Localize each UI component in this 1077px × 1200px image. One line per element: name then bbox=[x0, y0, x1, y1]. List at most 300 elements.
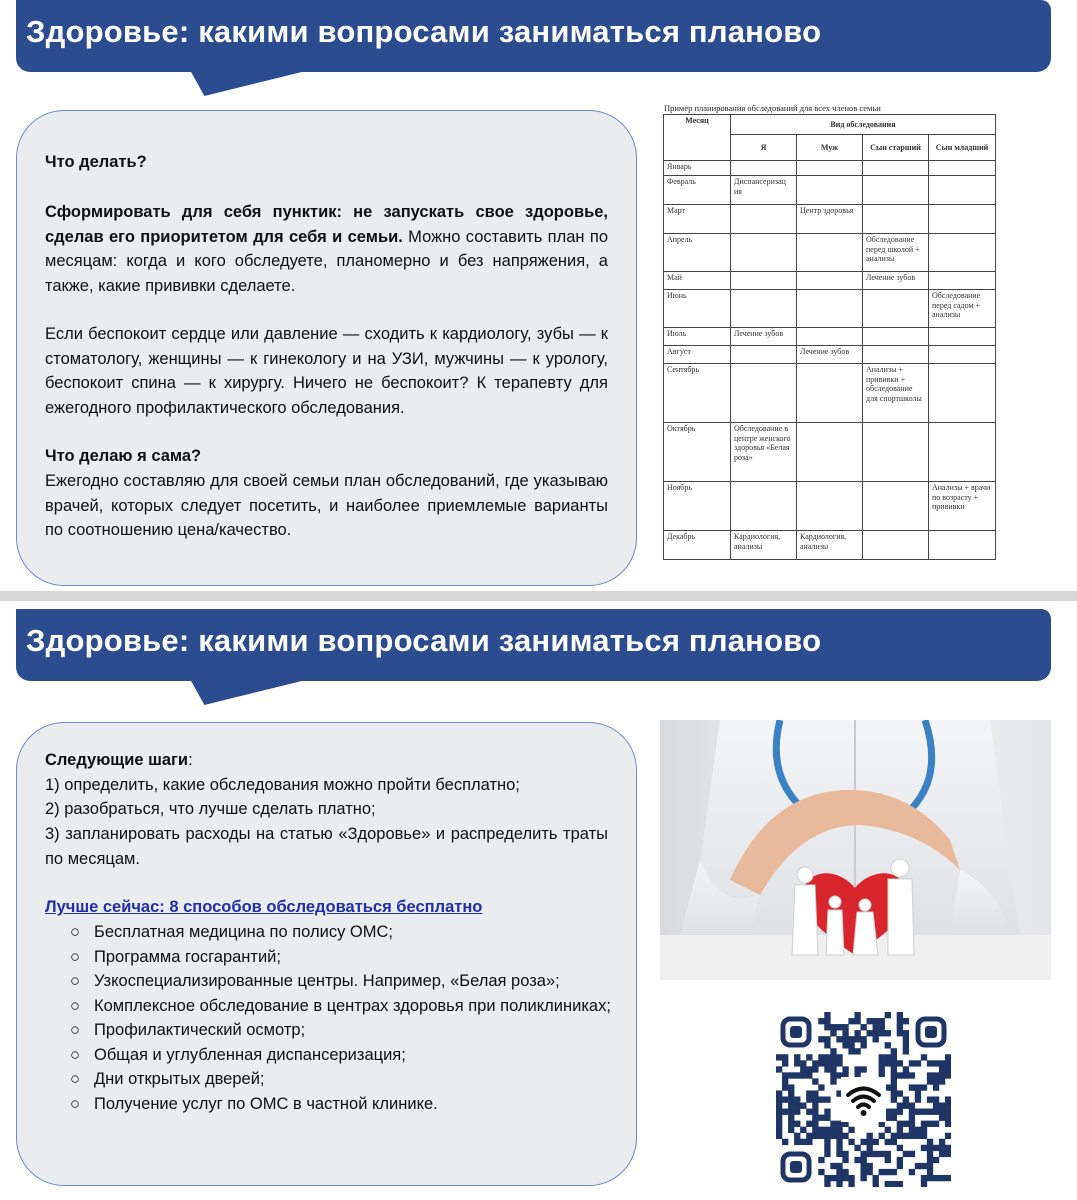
qr-module bbox=[873, 1030, 879, 1036]
qr-module bbox=[897, 1072, 903, 1078]
qr-module bbox=[945, 1096, 951, 1102]
qr-module bbox=[945, 1115, 951, 1121]
list-item bbox=[70, 945, 630, 970]
qr-module bbox=[824, 1139, 830, 1145]
qr-module bbox=[830, 1072, 836, 1078]
qr-module bbox=[939, 1109, 945, 1115]
qr-module bbox=[933, 1175, 939, 1181]
qr-module bbox=[842, 1151, 848, 1157]
qr-module bbox=[945, 1103, 951, 1109]
table-cell-month: Апрель bbox=[664, 234, 731, 272]
qr-module bbox=[806, 1066, 812, 1072]
qr-module bbox=[860, 1157, 866, 1163]
table-row bbox=[664, 234, 996, 272]
qr-module bbox=[854, 1018, 860, 1024]
qr-module bbox=[915, 1060, 921, 1066]
table-cell-month: Ноябрь bbox=[664, 482, 731, 531]
family-exam-plan-table bbox=[663, 114, 996, 560]
qr-module bbox=[806, 1090, 812, 1096]
qr-module bbox=[830, 1127, 836, 1133]
table-cell bbox=[797, 423, 863, 482]
qr-module bbox=[891, 1181, 897, 1187]
qr-module bbox=[830, 1163, 836, 1169]
table-row bbox=[664, 328, 996, 346]
paragraph-2: Если беспокоит сердце или давление — сходить к кардиологу, зубы — к стоматологу, женщины — к гинекологу и на УЗИ, мужчины — к урологу, беспокоит спина — к хирургу. Ничего не беспокоит? К терапевту для ежегодного профилактического обследования. bbox=[45, 325, 608, 417]
qr-module bbox=[800, 1127, 806, 1133]
qr-module bbox=[860, 1024, 866, 1030]
table-cell-month: Январь bbox=[664, 161, 731, 176]
qr-module bbox=[836, 1145, 842, 1151]
qr-module bbox=[873, 1024, 879, 1030]
qr-module bbox=[885, 1030, 891, 1036]
qr-module bbox=[945, 1175, 951, 1181]
banner-tail bbox=[190, 70, 310, 96]
list-item-text: Бесплатная медицина по полису ОМС; bbox=[94, 923, 393, 941]
qr-module bbox=[867, 1169, 873, 1175]
table-row bbox=[664, 531, 996, 560]
table-cell bbox=[929, 272, 996, 290]
banner-tail bbox=[190, 679, 310, 705]
table-header-col: Сын старший bbox=[863, 135, 929, 161]
qr-module bbox=[939, 1103, 945, 1109]
qr-module bbox=[939, 1078, 945, 1084]
qr-module bbox=[909, 1109, 915, 1115]
qr-module bbox=[830, 1024, 836, 1030]
qr-module bbox=[927, 1169, 933, 1175]
qr-module bbox=[921, 1163, 927, 1169]
qr-module bbox=[836, 1036, 842, 1042]
qr-module bbox=[812, 1103, 818, 1109]
qr-module bbox=[927, 1078, 933, 1084]
step-1: 1) определить, какие обследования можно пройти бесплатно; bbox=[45, 776, 520, 794]
table-cell bbox=[863, 328, 929, 346]
qr-module bbox=[885, 1151, 891, 1157]
table-row bbox=[664, 176, 996, 205]
step-3: 3) запланировать расходы на статью «Здоровье» и распределить траты по месяцам. bbox=[45, 825, 608, 868]
qr-module bbox=[812, 1060, 818, 1066]
qr-module bbox=[939, 1151, 945, 1157]
qr-module bbox=[824, 1145, 830, 1151]
qr-module bbox=[812, 1090, 818, 1096]
qr-module bbox=[939, 1115, 945, 1121]
qr-module bbox=[860, 1175, 866, 1181]
qr-module bbox=[891, 1084, 897, 1090]
qr-module bbox=[891, 1066, 897, 1072]
qr-module bbox=[824, 1012, 830, 1018]
table-cell bbox=[863, 531, 929, 560]
qr-module bbox=[800, 1072, 806, 1078]
qr-module bbox=[879, 1133, 885, 1139]
table-cell bbox=[863, 161, 929, 176]
bullet-circle-icon: ○ bbox=[70, 1094, 80, 1113]
qr-module bbox=[945, 1072, 951, 1078]
qr-module bbox=[836, 1169, 842, 1175]
qr-module bbox=[891, 1078, 897, 1084]
qr-module bbox=[897, 1127, 903, 1133]
qr-module bbox=[812, 1115, 818, 1121]
qr-module bbox=[897, 1030, 903, 1036]
free-checkups-link[interactable]: Лучше сейчас: 8 способов обследоваться бесплатно bbox=[45, 898, 483, 916]
table-cell bbox=[797, 176, 863, 205]
qr-module bbox=[897, 1060, 903, 1066]
table-cell bbox=[797, 328, 863, 346]
table-cell bbox=[797, 290, 863, 328]
qr-module bbox=[891, 1115, 897, 1121]
qr-module bbox=[945, 1054, 951, 1060]
qr-module bbox=[897, 1157, 903, 1163]
qr-module bbox=[806, 1121, 812, 1127]
qr-module bbox=[848, 1048, 854, 1054]
qr-module bbox=[842, 1169, 848, 1175]
table-cell bbox=[863, 205, 929, 234]
qr-module bbox=[830, 1121, 836, 1127]
qr-module bbox=[836, 1151, 842, 1157]
qr-module bbox=[921, 1127, 927, 1133]
qr-module bbox=[854, 1048, 860, 1054]
table-cell bbox=[863, 176, 929, 205]
qr-module bbox=[867, 1145, 873, 1151]
qr-module bbox=[860, 1042, 866, 1048]
qr-module bbox=[824, 1042, 830, 1048]
list-item bbox=[70, 969, 630, 994]
table-cell-month: Сентябрь bbox=[664, 364, 731, 423]
slide-1-title: Здоровье: какими вопросами заниматься планово bbox=[26, 14, 822, 49]
table-cell bbox=[731, 364, 797, 423]
table-header-col: Я bbox=[731, 135, 797, 161]
qr-module bbox=[879, 1054, 885, 1060]
qr-module bbox=[818, 1096, 824, 1102]
qr-module bbox=[812, 1127, 818, 1133]
table-cell bbox=[797, 364, 863, 423]
qr-module bbox=[806, 1109, 812, 1115]
qr-module bbox=[776, 1121, 782, 1127]
qr-module bbox=[891, 1072, 897, 1078]
qr-module bbox=[794, 1109, 800, 1115]
bullet-circle-icon: ○ bbox=[70, 947, 80, 966]
table-cell bbox=[929, 161, 996, 176]
qr-module bbox=[903, 1066, 909, 1072]
qr-module bbox=[824, 1133, 830, 1139]
doctor-family-heart-illustration bbox=[660, 720, 1051, 980]
qr-module bbox=[909, 1169, 915, 1175]
qr-module bbox=[879, 1060, 885, 1066]
qr-module bbox=[933, 1060, 939, 1066]
table-row bbox=[664, 482, 996, 531]
qr-module bbox=[824, 1066, 830, 1072]
table-cell bbox=[731, 161, 797, 176]
table-cell bbox=[731, 205, 797, 234]
bullet-circle-icon: ○ bbox=[70, 996, 80, 1015]
qr-module bbox=[891, 1096, 897, 1102]
qr-module bbox=[909, 1133, 915, 1139]
qr-module bbox=[830, 1175, 836, 1181]
table-cell bbox=[731, 482, 797, 531]
qr-module bbox=[927, 1139, 933, 1145]
qr-module bbox=[818, 1115, 824, 1121]
qr-module bbox=[824, 1018, 830, 1024]
qr-module bbox=[945, 1151, 951, 1157]
table-header-group: Вид обследования bbox=[731, 115, 996, 135]
qr-module bbox=[897, 1012, 903, 1018]
qr-module bbox=[782, 1078, 788, 1084]
qr-module bbox=[848, 1042, 854, 1048]
qr-module bbox=[818, 1018, 824, 1024]
qr-module bbox=[939, 1175, 945, 1181]
bullet-circle-icon: ○ bbox=[70, 1045, 80, 1064]
table-cell: Обследование перед садом + анализы bbox=[929, 290, 996, 328]
qr-module bbox=[909, 1103, 915, 1109]
table-cell: Лечение зубов bbox=[731, 328, 797, 346]
qr-module bbox=[891, 1139, 897, 1145]
list-item bbox=[70, 1067, 630, 1092]
table-cell bbox=[797, 482, 863, 531]
qr-module bbox=[854, 1145, 860, 1151]
qr-module bbox=[812, 1121, 818, 1127]
qr-module bbox=[794, 1103, 800, 1109]
qr-module bbox=[788, 1115, 794, 1121]
qr-module bbox=[915, 1133, 921, 1139]
qr-code-icon[interactable] bbox=[776, 1012, 951, 1187]
qr-module bbox=[909, 1072, 915, 1078]
qr-module bbox=[830, 1048, 836, 1054]
qr-module bbox=[927, 1157, 933, 1163]
table-cell: Обследование в центре женского здоровья «Белая роза» bbox=[731, 423, 797, 482]
qr-module bbox=[891, 1109, 897, 1115]
qr-module bbox=[818, 1036, 824, 1042]
slide-2-title-banner bbox=[16, 609, 1051, 681]
qr-module bbox=[909, 1121, 915, 1127]
qr-module bbox=[909, 1127, 915, 1133]
qr-module bbox=[776, 1109, 782, 1115]
qr-module bbox=[824, 1036, 830, 1042]
qr-module bbox=[788, 1103, 794, 1109]
qr-module bbox=[782, 1109, 788, 1115]
table-cell-month: Декабрь bbox=[664, 531, 731, 560]
table-cell bbox=[929, 176, 996, 205]
qr-module bbox=[788, 1090, 794, 1096]
qr-module bbox=[848, 1175, 854, 1181]
qr-module bbox=[903, 1072, 909, 1078]
qr-module bbox=[927, 1145, 933, 1151]
qr-module bbox=[836, 1133, 842, 1139]
qr-module bbox=[830, 1030, 836, 1036]
list-item bbox=[70, 994, 630, 1019]
bullet-circle-icon: ○ bbox=[70, 923, 80, 941]
qr-module bbox=[824, 1115, 830, 1121]
qr-module bbox=[830, 1054, 836, 1060]
qr-module bbox=[885, 1127, 891, 1133]
table-cell bbox=[929, 346, 996, 364]
table-cell bbox=[731, 346, 797, 364]
table-cell-month: Октябрь bbox=[664, 423, 731, 482]
qr-module bbox=[903, 1121, 909, 1127]
paragraph-1-text: Можно составить план по месяцам: когда и кого обследуете, планомерно и без напряжения, а также, какие прививки сделаете. bbox=[45, 227, 608, 295]
qr-module bbox=[885, 1054, 891, 1060]
question-what-to-do: Что делать? bbox=[45, 153, 147, 171]
qr-module bbox=[776, 1103, 782, 1109]
qr-module bbox=[885, 1042, 891, 1048]
qr-module bbox=[824, 1175, 830, 1181]
paragraph-1-bold: Сформировать для себя пунктик: не запускать свое здоровье, сделав его приоритетом для себя и семьи. bbox=[45, 203, 608, 246]
table-cell bbox=[929, 234, 996, 272]
qr-module bbox=[909, 1060, 915, 1066]
qr-module bbox=[879, 1018, 885, 1024]
qr-module bbox=[818, 1054, 824, 1060]
table-cell: Обследование перед школой + анализы bbox=[863, 234, 929, 272]
table-cell-month: Июль bbox=[664, 328, 731, 346]
next-steps-colon: : bbox=[188, 751, 193, 769]
qr-module bbox=[873, 1175, 879, 1181]
list-item-text: Дни открытых дверей; bbox=[94, 1070, 265, 1088]
qr-module bbox=[824, 1127, 830, 1133]
qr-module bbox=[842, 1036, 848, 1042]
qr-module bbox=[842, 1024, 848, 1030]
qr-module bbox=[794, 1121, 800, 1127]
qr-module bbox=[903, 1133, 909, 1139]
qr-module bbox=[891, 1090, 897, 1096]
qr-module bbox=[824, 1060, 830, 1066]
qr-module bbox=[867, 1139, 873, 1145]
table-cell: Кардиология, анализы bbox=[731, 531, 797, 560]
table-cell: Диспансеризац ия bbox=[731, 176, 797, 205]
qr-module bbox=[818, 1127, 824, 1133]
table-cell bbox=[797, 161, 863, 176]
qr-module bbox=[927, 1163, 933, 1169]
slide-1-title-banner bbox=[16, 0, 1051, 72]
qr-module bbox=[776, 1096, 782, 1102]
qr-module bbox=[903, 1096, 909, 1102]
qr-module bbox=[848, 1018, 854, 1024]
qr-module bbox=[903, 1103, 909, 1109]
qr-module bbox=[788, 1072, 794, 1078]
qr-module bbox=[860, 1139, 866, 1145]
qr-module bbox=[933, 1109, 939, 1115]
qr-module bbox=[836, 1181, 842, 1187]
qr-module bbox=[933, 1121, 939, 1127]
list-item bbox=[70, 1092, 630, 1117]
qr-module bbox=[891, 1133, 897, 1139]
qr-module bbox=[927, 1109, 933, 1115]
qr-module bbox=[879, 1030, 885, 1036]
table-caption: Пример планирования обследований для всех членов семьи bbox=[664, 103, 881, 113]
qr-module bbox=[854, 1030, 860, 1036]
step-2: 2) разобраться, что лучше сделать платно; bbox=[45, 800, 376, 818]
table-cell: Анализы + врачи по возрасту + прививки bbox=[929, 482, 996, 531]
qr-module bbox=[915, 1096, 921, 1102]
table-cell-month: Июнь bbox=[664, 290, 731, 328]
qr-module bbox=[945, 1121, 951, 1127]
list-item-text: Комплексное обследование в центрах здоровья при поликлиниках; bbox=[94, 996, 611, 1015]
table-cell bbox=[863, 423, 929, 482]
qr-module bbox=[891, 1054, 897, 1060]
qr-module bbox=[842, 1133, 848, 1139]
qr-module bbox=[939, 1139, 945, 1145]
table-row bbox=[664, 423, 996, 482]
qr-module bbox=[848, 1181, 854, 1187]
qr-module bbox=[891, 1048, 897, 1054]
table-row bbox=[664, 161, 996, 176]
qr-module bbox=[812, 1133, 818, 1139]
qr-module bbox=[848, 1139, 854, 1145]
next-steps-heading bbox=[45, 748, 608, 773]
table-row bbox=[664, 346, 996, 364]
qr-module bbox=[873, 1139, 879, 1145]
qr-module bbox=[903, 1048, 909, 1054]
qr-module bbox=[836, 1163, 842, 1169]
table-cell: Анализы + прививки + обследование для спортшколы bbox=[863, 364, 929, 423]
qr-module bbox=[867, 1163, 873, 1169]
qr-code-graphic bbox=[776, 1012, 951, 1187]
qr-module bbox=[824, 1054, 830, 1060]
qr-module bbox=[848, 1127, 854, 1133]
qr-module bbox=[897, 1133, 903, 1139]
qr-module bbox=[854, 1066, 860, 1072]
qr-module bbox=[812, 1066, 818, 1072]
table-cell bbox=[863, 346, 929, 364]
qr-module bbox=[885, 1181, 891, 1187]
qr-module bbox=[860, 1169, 866, 1175]
qr-module bbox=[897, 1181, 903, 1187]
qr-module bbox=[824, 1096, 830, 1102]
qr-module bbox=[933, 1103, 939, 1109]
qr-module bbox=[897, 1103, 903, 1109]
qr-module bbox=[903, 1151, 909, 1157]
qr-module bbox=[836, 1175, 842, 1181]
table-row bbox=[664, 272, 996, 290]
list-item-text: Профилактический осмотр; bbox=[94, 1021, 306, 1039]
qr-module bbox=[782, 1084, 788, 1090]
qr-module bbox=[794, 1096, 800, 1102]
qr-module bbox=[776, 1090, 782, 1096]
qr-module bbox=[891, 1060, 897, 1066]
qr-module bbox=[860, 1151, 866, 1157]
qr-module bbox=[806, 1072, 812, 1078]
qr-module bbox=[939, 1060, 945, 1066]
qr-module bbox=[836, 1139, 842, 1145]
list-item-text: Узкоспециализированные центры. Например, «Белая роза»; bbox=[94, 972, 560, 990]
qr-module bbox=[800, 1066, 806, 1072]
qr-module bbox=[945, 1060, 951, 1066]
bullet-circle-icon: ○ bbox=[70, 1070, 80, 1088]
qr-module bbox=[824, 1151, 830, 1157]
qr-module bbox=[939, 1145, 945, 1151]
qr-module bbox=[897, 1018, 903, 1024]
table-cell: Лечение зубов bbox=[797, 346, 863, 364]
list-item bbox=[70, 920, 630, 945]
table-cell bbox=[929, 531, 996, 560]
qr-module bbox=[945, 1066, 951, 1072]
qr-module bbox=[897, 1145, 903, 1151]
table-cell bbox=[731, 234, 797, 272]
qr-module bbox=[824, 1024, 830, 1030]
qr-module bbox=[903, 1036, 909, 1042]
table-cell: Лечение зубов bbox=[863, 272, 929, 290]
qr-module bbox=[800, 1139, 806, 1145]
list-item-text: Получение услуг по ОМС в частной клинике. bbox=[94, 1094, 438, 1113]
qr-module bbox=[842, 1066, 848, 1072]
qr-module bbox=[921, 1084, 927, 1090]
qr-module bbox=[927, 1072, 933, 1078]
table-cell bbox=[863, 290, 929, 328]
qr-module bbox=[885, 1169, 891, 1175]
question-what-i-do: Что делаю я сама? bbox=[45, 447, 202, 465]
qr-module bbox=[879, 1066, 885, 1072]
qr-module bbox=[933, 1145, 939, 1151]
qr-module bbox=[879, 1169, 885, 1175]
qr-module bbox=[776, 1066, 782, 1072]
qr-module bbox=[879, 1024, 885, 1030]
qr-module bbox=[776, 1133, 782, 1139]
